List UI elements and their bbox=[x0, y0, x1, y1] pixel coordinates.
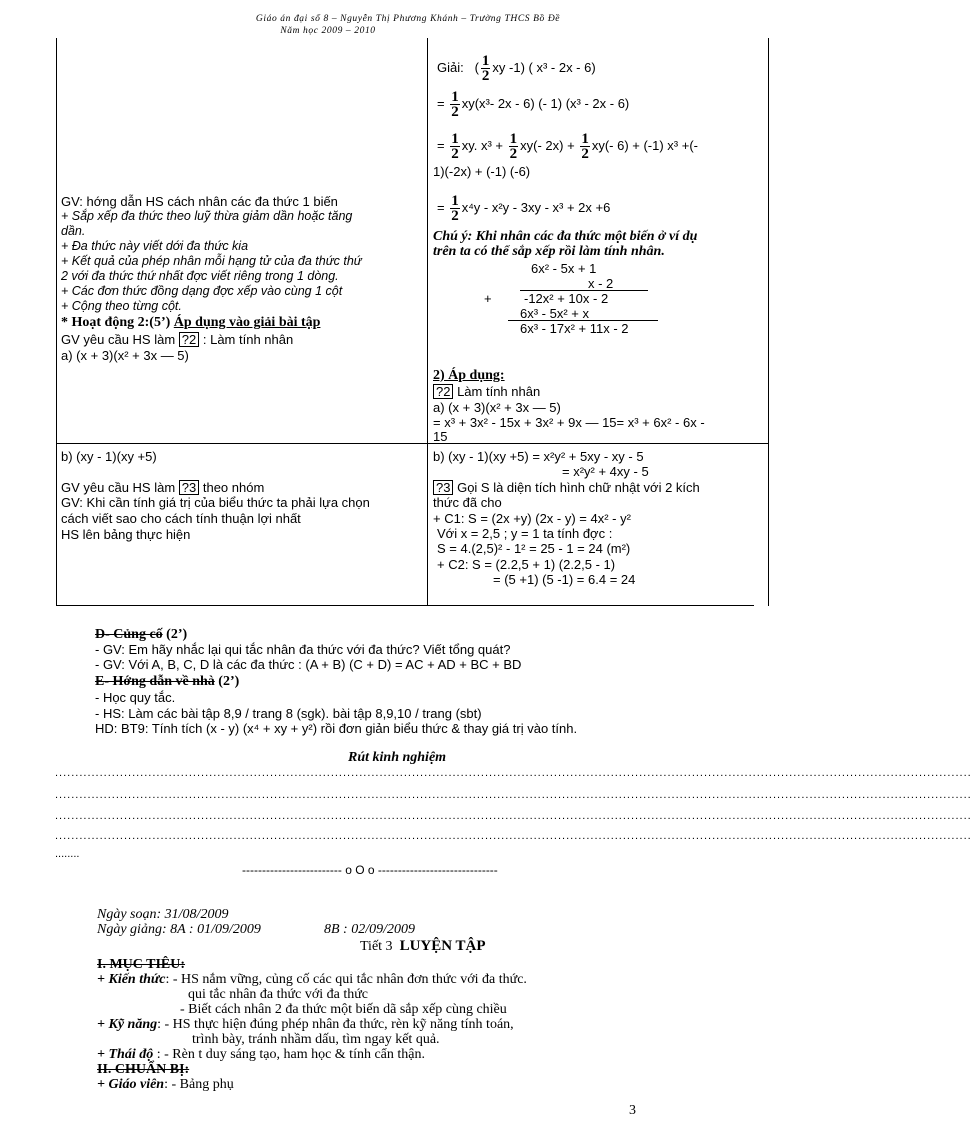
fraction-half: $\frac{1}{2}$ bbox=[451, 193, 459, 225]
column-row: 6x³ - 5x² + x bbox=[520, 306, 589, 321]
document-header: Giáo án đại số 8 – Nguyễn Thị Phương Khánh – Trường THCS Bồ Đề bbox=[255, 14, 561, 24]
experience-dotted-line: .................................................................................................................................................................................................................................. bbox=[55, 767, 972, 779]
question-box: ?3 bbox=[179, 480, 199, 495]
teach-date: Ngày giảng: 8A : 01/09/2009 bbox=[97, 922, 261, 937]
apply-task-a-result: 15 bbox=[433, 429, 448, 444]
method-1-line: S = 4.(2,5)² - 1² = 25 - 1 = 24 (m²) bbox=[437, 541, 631, 556]
teacher-guide-step: + Các đơn thức đồng dạng đợc xếp vào cùng 1 cột bbox=[61, 284, 343, 298]
teacher-guide-step: 2 với đa thức thứ nhất đợc viết riêng trong 1 dòng. bbox=[61, 269, 339, 283]
solution-step-2: = $\frac{1}{2}$ xy. x³ + $\frac{1}{2}$ xy(- 2x) + $\frac{1}{2}$ xy(- 6) + (-1) x³ +(- bbox=[437, 131, 698, 163]
table-left-border bbox=[56, 38, 57, 606]
experience-dotted-line: .................................................................................................................................................................................................................................. bbox=[55, 830, 972, 842]
table-middle-border bbox=[427, 38, 428, 606]
result-line: b) (xy - 1)(xy +5) = x²y² + 5xy - xy - 5 bbox=[433, 449, 644, 464]
teacher-guide-step: + Kết quả của phép nhân mỗi hạng tử của đa thức thứ bbox=[61, 254, 362, 268]
assign-suffix: : Làm tính nhân bbox=[199, 332, 294, 347]
exercise-assignment: GV yêu cầu HS làm ?3 theo nhóm bbox=[61, 480, 265, 495]
question-box: ?2 bbox=[179, 332, 199, 347]
experience-dotted-line: .................................................................................................................................................................................................................................. bbox=[55, 810, 972, 822]
question-box: ?2 bbox=[433, 384, 453, 399]
knowledge-line: qui tắc nhân đa thức với đa thức bbox=[188, 987, 369, 1002]
teacher-note: HS lên bảng thực hiện bbox=[61, 527, 191, 542]
skill-line: + Kỹ năng: - HS thực hiện đúng phép nhân đa thức, rèn kỹ năng tính toán, bbox=[97, 1017, 514, 1032]
apply-task-a: a) (x + 3)(x² + 3x — 5) bbox=[433, 400, 561, 415]
method-1-line: Với x = 2,5 ; y = 1 ta tính đợc : bbox=[437, 526, 613, 541]
teacher-note: GV: Khi cần tính giá trị của biểu thức ta phải lựa chọn bbox=[61, 495, 370, 510]
column-plus-sign: + bbox=[484, 291, 492, 306]
question-3-line: ?3 Gọi S là diện tích hình chữ nhật với 2 kích bbox=[433, 480, 700, 495]
note-line: Chú ý: Khi nhân các đa thức một biến ở ví dụ bbox=[433, 229, 698, 244]
consolidation-heading: D- Củng cố (2’) bbox=[95, 627, 188, 642]
knowledge-line: + Kiến thức: - HS nắm vững, củng cố các qui tắc nhân đơn thức với đa thức. bbox=[97, 972, 527, 987]
page-number: 3 bbox=[629, 1103, 636, 1118]
table-right-border bbox=[768, 38, 769, 606]
homework-line: HD: BT9: Tính tích (x - y) (x⁴ + xy + y²) rồi đơn giản biểu thức & thay giá trị vào tính. bbox=[95, 721, 578, 736]
teacher-note: cách viết sao cho cách tính thuận lợi nhất bbox=[61, 511, 301, 526]
teacher-prep-line: + Giáo viên: - Bảng phụ bbox=[97, 1077, 234, 1092]
apply-task-a-result: = x³ + 3x² - 15x + 3x² + 9x — 15= x³ + 6x² - 6x - bbox=[433, 415, 705, 430]
attitude-line: + Thái độ : - Rèn t duy sáng tạo, ham học & tính cẩn thận. bbox=[97, 1047, 425, 1062]
knowledge-line: - Biết cách nhân 2 đa thức một biến dã sắp xếp cùng chiều bbox=[180, 1002, 507, 1017]
method-2-line: = (5 +1) (5 -1) = 6.4 = 24 bbox=[493, 572, 636, 587]
fraction-half: $\frac{1}{2}$ bbox=[581, 131, 589, 163]
exercise-task-a: a) (x + 3)(x² + 3x — 5) bbox=[61, 348, 189, 363]
fraction-half: $\frac{1}{2}$ bbox=[509, 131, 518, 163]
section-separator: ------------------------- o O o ------------------------------ bbox=[242, 863, 498, 877]
column-row: 6x³ - 17x² + 11x - 2 bbox=[520, 321, 629, 336]
question-3-line: thức đã cho bbox=[433, 495, 502, 510]
experience-dotted-line: .................................................................................................................................................................................................................................. bbox=[55, 789, 972, 801]
teacher-guide-step: + Cộng theo từng cột. bbox=[61, 299, 182, 313]
consolidation-line: - GV: Với A, B, C, D là các đa thức : (A + B) (C + D) = AC + AD + BC + BD bbox=[95, 657, 522, 672]
solution-step-1: = $\frac{1}{2}$ xy(x³- 2x - 6) (- 1) (x³ - 2x - 6) bbox=[437, 89, 630, 121]
fraction-half: $\frac{1}{2}$ bbox=[451, 89, 459, 121]
teacher-guide-step: + Đa thức này viết dới đa thức kia bbox=[61, 239, 249, 253]
experience-heading: Rút kinh nghiệm bbox=[348, 750, 447, 765]
column-row: -12x² + 10x - 2 bbox=[524, 291, 609, 306]
note-line: trên ta có thể sắp xếp rồi làm tính nhân. bbox=[433, 244, 665, 259]
exercise-task-b: b) (xy - 1)(xy +5) bbox=[61, 449, 157, 464]
prep-date: Ngày soạn: 31/08/2009 bbox=[97, 907, 229, 922]
activity-heading-title: Áp dụng vào giải bài tập bbox=[173, 315, 321, 330]
exercise-assignment bbox=[61, 332, 293, 347]
solution-label: Giải: bbox=[437, 60, 464, 75]
solution-step-2-continued: 1)(-2x) + (-1) (-6) bbox=[433, 164, 531, 179]
apply-task: ?2 Làm tính nhân bbox=[433, 384, 540, 399]
homework-line: - Học quy tắc. bbox=[95, 690, 176, 705]
table-bottom-border bbox=[56, 605, 754, 606]
teacher-guide-line: GV: hớng dẫn HS cách nhân các đa thức 1 biến bbox=[61, 194, 338, 209]
assign-text: GV yêu cầu HS làm bbox=[61, 332, 179, 347]
teach-date-8b: 8B : 02/09/2009 bbox=[324, 922, 415, 937]
homework-line: - HS: Làm các bài tập 8,9 / trang 8 (sgk). bài tập 8,9,10 / trang (sbt) bbox=[95, 706, 482, 721]
table-row-divider bbox=[56, 443, 769, 444]
fraction-half: $\frac{1}{2}$ bbox=[451, 131, 459, 163]
column-row: x - 2 bbox=[588, 276, 614, 291]
teacher-guide-step: + Sắp xếp đa thức theo luỹ thừa giảm dần hoặc tăng bbox=[61, 209, 353, 223]
goals-heading: I. MỤC TIÊU: bbox=[97, 957, 186, 972]
teacher-guide-step: dần. bbox=[61, 224, 86, 238]
solution-step-3: = $\frac{1}{2}$ x⁴y - x²y - 3xy - x³ + 2x +6 bbox=[437, 193, 611, 225]
preparation-heading: II. CHUẨN BỊ: bbox=[97, 1062, 190, 1077]
solution-start: Giải: ( $\frac{1}{2}$ xy -1) ( x³ - 2x - 6) bbox=[437, 53, 596, 85]
result-line: = x²y² + 4xy - 5 bbox=[562, 464, 649, 479]
column-row: 6x² - 5x + 1 bbox=[531, 261, 597, 276]
apply-heading: 2) Áp dụng: bbox=[433, 368, 505, 383]
question-box: ?3 bbox=[433, 480, 453, 495]
lesson-heading: Tiết 3 LUYỆN TẬP bbox=[360, 938, 486, 954]
activity-heading-prefix: * Hoạt động 2:(5’) bbox=[61, 315, 174, 330]
solution-expression: xy -1) ( x³ - 2x - 6) bbox=[492, 60, 596, 75]
method-1-line: + C1: S = (2x +y) (2x - y) = 4x² - y² bbox=[433, 511, 631, 526]
consolidation-line: - GV: Em hãy nhắc lại qui tắc nhân đa thức với đa thức? Viết tổng quát? bbox=[95, 642, 511, 657]
skill-line: trình bày, tránh nhầm dấu, tìm ngay kết quả. bbox=[192, 1032, 440, 1047]
fraction-half: $\frac{1}{2}$ bbox=[481, 53, 490, 85]
document-header-year: Năm học 2009 – 2010 bbox=[280, 26, 376, 36]
experience-dotted-end: ........ bbox=[55, 848, 80, 860]
homework-heading: E- Hớng dẫn về nhà (2’) bbox=[95, 674, 240, 689]
method-2-line: + C2: S = (2.2,5 + 1) (2.2,5 - 1) bbox=[437, 557, 616, 572]
activity-heading bbox=[61, 315, 320, 330]
